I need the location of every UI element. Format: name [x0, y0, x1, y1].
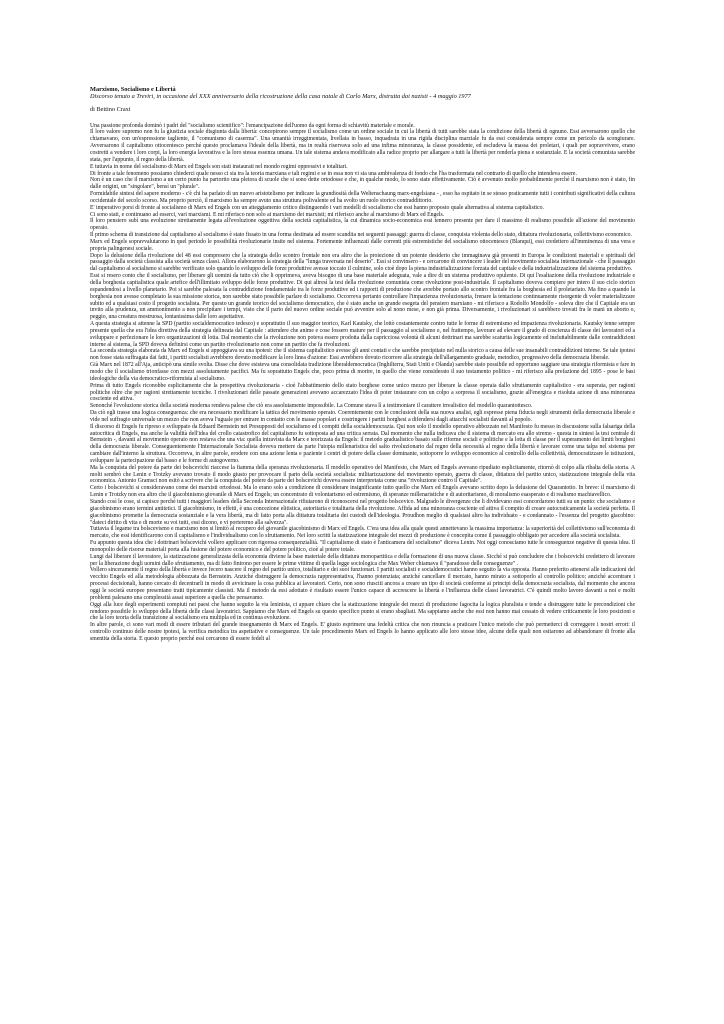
paragraph: Oggi alla luce degli esperimenti compiuti nei paesi che hanno seguito la via leninista, ci appare chiaro che la statizzazione integrale dei mezzi di produzione fagocita la logica pluralista e tende a distruggere tutte le precondizioni che rendono possibile lo sviluppo della libertà delle classi lavoratrici. Sappiamo che Marx ed Engels su questo specifico punto si erano sbagliati. Ma sappiamo anche che essi non hanno mai cessato di vedere criticamente le loro posizioni e che la loro teoria della transizione al socialismo era multipla ed in continua evoluzione.: [90, 601, 635, 622]
paragraph: Stando così le cose, si capisce perché tutti i maggiori leaders della Seconda Internazionale rifiutarono di riconoscersi nel progetto bolscevico. Malgrado le divergenze che li dividevano essi concordarono tutti su un punto: che socialismo e giacobinismo erano termini antitetici. Il giacobinismo, in effetti, è una concezione elitistica, autoritaria e totalitaria della rivoluzione. Affida ad una minoranza cosciente ed attiva il compito di creare autocraticamente la società perfetta. Il giacobinismo promette la democrazia sostanziale e la vera libertà, ma di fatto porta alla dittatura totalitaria dei custodi dell'ideologia. Proudhon meglio di qualsiasi altro ha individuato - e condannato - l'essenza del progetto giacobino: "dateci diritto di vita e di morte su voi tutti, essi dicono, e vi porteremo alla salvezza".: [90, 499, 635, 526]
paragraph: Ci sono stati, e continuano ad esserci, vari marxismi. E mi riferisco non solo ai marxismo dei marxisti; mi riferisco anche al marxismo di Marx ed Engels.: [90, 211, 445, 218]
paragraph: Già Marx nel 1872 all'Aja, anticipò una simile svolta. Disse che dove esisteva una consolidata tradizione liberaldemocratica (Inghilterra, Stati Uniti e Olanda) sarebbe stato possibile ed opportuno saggiare una strategia riformista e fare in modo che il socialismo trionfasse con mezzi assolutamente pacifici. Ma fu soprattutto Engels che, poco prima di morire, in quello che viene considerato il suo testamento politico - mi riferisco alla prefazione del 1895 - pose le basi ideologiche della via democratico-riformista al socialismo.: [90, 362, 635, 382]
paragraph: Fu appunto questa idea che i dottrinari bolscevichi vollero applicare con rigorosa consequenzialità. "Il capitalismo di stato è l'anticamera del socialismo" diceva Lenin. Noi oggi conosciamo tutte le conseguenze negative di questa idea. Il monopolio delle risorse materiali porta alla fusione del potere economico e del potere politico, cioè al potere totale.: [90, 540, 635, 553]
document-title: Marxismo, Socialismo e Libertà: [90, 86, 176, 93]
document-body: [90, 123, 635, 643]
paragraph: Prima di tutto Engels riconobbe esplicitamente che la prospettiva rivoluzionaria - cioè l'abbattimento dello stato borghese come unico mezzo per liberare la classe operaia dallo sfruttamento capitalistico - era superata, per ragioni politiche oltre che per ragioni strettamente tecniche. I rivoluzionari delle passate generazioni avevano accarezzato l'idea di poter instaurare con un colpo a sorpresa il socialismo, grazie all'energica e risoluta azione di una minoranza cosciente ed attiva.: [90, 382, 635, 403]
paragraph: Da ciò egli trasse una logica conseguenza: che era necessario modificare la tattica del movimento operaio. Coerentemente con le conclusioni della sua nuova analisi, egli espresse piena fiducia negli strumenti della democrazia liberale e vide nel suffragio universale un mezzo che non aveva l'uguale per entrare in contatto con le masse popolari e costringere i partiti borghesi a difendersi dagli attacchi socialisti davanti al popolo.: [90, 410, 635, 423]
paragraph: Il primo schema di transizione dal capitalismo al socialismo è stato fissato in una forma destinata ad essere scandita nei seguenti passaggi: guerra di classe, conquista violenta dello stato, dittatura rivoluzionaria, collettivismo economico.: [90, 232, 632, 239]
document-page: [90, 86, 635, 1018]
paragraph: Il discorso di Engels fu ripreso e sviluppato da Eduard Bernstein nei Presupposti del socialismo ed i compiti della socialdemocrazia. Qui non solo il modello operativo abbozzato nel Manifesto fu messo in discussione sulla falsariga della autocritica di Engels, ma anche la validità dell'idea del crollo catastrofico del capitalismo fu sottoposta ad una critica serrata. Dal momento che nulla indicava che il sistema di mercato era allo stremo - questa in sintesi la tesi centrale di Bernstein -, davanti al movimento operaio non restava che una via: quella intravista da Marx e teorizzata da Engels: il metodo gradualistico basato sulle riforme sociali e politiche e la lotta di classe per il superamento dei limiti borghesi della democrazia liberale. Conseguentemente l'Internazionale Socialista doveva mettere da parte l'utopia millenaristica del salto rivoluzionario dal regno della necessità al regno della libertà e lavorare come una talpa nel sistema per cambiare dall'interno la struttura. Occorreva, in altre parole, erodere con una azione lenta e paziente i centri di potere della classe dominante, sottoporre lo sviluppo economico al controllo della collettività, democratizzare le istituzioni, sviluppare la partecipazione dal basso e le forme di autogoverno.: [90, 423, 635, 464]
paragraph: Di fronte a tale fenomeno possiamo chiederci quale nesso ci sia tra la teoria marxiana e tali regimi e se in essa non vi sia una ambivalenza di fondo che l'ha trasformata nel contrario di quello che intendeva essere.: [90, 170, 577, 177]
paragraph: A questa strategia si attenne la SPD (partito socialdemocratico tedesco) e soprattutto il suo maggior teorico, Karl Kautsky, che lottò costantemente contro tutte le forme di estremismo ed impazienza rivoluzionaria. Kautsky tenne sempre presente quella che era l'idea direttiva della strategia delineata dal Capitale : attendere che anime e cose fossero mature per il passaggio al socialismo e, nel frattempo, lavorare ad elevare il grado di coscienza di classe dei lavoratori ed a sviluppare e perfezionare le loro organizzazioni di lotta. Dal momento che la rivoluzione non poteva essere prodotta dalla capricciosa volontà di alcuni dottrinari ma sarebbe scaturita logicamente ed ineluttabilmente dalle contraddizioni interne al sistema, la SPD doveva definirsi come un partito rivoluzionario non come un partito che fa rivoluzioni.: [90, 321, 635, 348]
paragraph: In altre parole, ci sono vari modi di essere tributari del grande insegnamento di Marx ed Engels. E' giusto esprimere una fedeltà critica che non rinuncia a praticare l'unico metodo che può permetterci di correggere i nostri errori: il controllo continuo delle nostre ipotesi, la verifica metodica tra aspettative e conseguenze. Un tale procedimento Marx ed Engels lo hanno applicato alle loro stesse idee, alcune delle quali non esitarono ad abbandonare di fronte alla smentita della storia. E questo proprio perché essi cercarono di essere fedeli al: [90, 622, 635, 642]
paragraph: Non è un caso che il marxismo a un certo punto ha partorito una pletora di scuole che si sono dette ortodosse e che, in qualche modo, lo sono state effettivamente. Ciò è avvenuto molto probabilmente perché il marxismo non è stato, fin dalle origini, un "singolare", bensì un "plurale".: [90, 177, 635, 191]
document-subtitle: Discorso tenuto a Treviri, in occasione del XXX anniversario della ricostruzione della casa natale di Carlo Marx, distrutta dai nazisti - 4 maggio 1977: [90, 93, 471, 101]
paragraph: Essi si resero conto che il socialismo, per liberare gli uomini da tutto ciò che li opprimeva, aveva bisogno di una base materiale adeguata, vale a dire di un sistema produttivo opulento. Di qui l'esaltazione della rivoluzione industriale e della borghesia capitalistica quale artefice dell'illimitato sviluppo delle forze produttive. Di qui altresì la tesi della rivoluzione comunista come rivoluzione post-industriale. Il capitalismo doveva compiere per intero il suo ciclo storico espandendosi a livello planetario. Poi si sarebbe palesata la contraddizione fondamentale tra le forze produttive ed i rapporti di produzione che avrebbe portato allo scontro frontale fra la borghesia ed il proletariato. Ma fino a quando la borghesia non avesse completato la sua missione storica, non sarebbe stato possibile parlare di socialismo. Occorreva pertanto controllare l'impazienza rivoluzionaria, frenare la tentazione continuamente risorgente di voler materializzare subito ed a qualsiasi costo il progetto socialista. Per questo un grande teorico del socialismo democratico, che è stato anche un grande esegeta del pensiero marxiano - mi riferisco a Rodolfo Mondolfo - soleva dire che il Capitale era un invito alla prudenza, un ammonimento a non precipitare i tempi, visto che il parto del nuovo ordine sociale può avvenire solo al nono mese, e non già prima. Diversamente, i rivoluzionari si sarebbero trovati fra le mani un aborto o, peggio, una creatura mostruosa, lontanissima dalle loro aspettative.: [90, 273, 635, 321]
paragraph: Vollero sinceramente il regno della libertà e invece fecero nascere il regno del partito unico, totalitario e dei suoi funzionari. I partiti socialisti e socialdemocratici hanno seguito la via opposta. Hanno preferito attenersi alle indicazioni del vecchio Engels ed alla metodologia abbozzata da Bernstein. Anziché distruggere la democrazia rappresentativa, l'hanno potenziata; anziché cancellare il mercato, hanno mirato a sottoporlo al controllo politico; anziché accentrare i processi decisionali, hanno cercato di decentrarli in modo di avvicinare la cosa pubblica ai lavoratori. Certo, non sono riusciti ancora a creare un tipo di società conforme ai principi della democrazia socialista, dal momento che ancora oggi le società europee presentano tratti tipicamente classisti. Ma il metodo da essi adottato è risultato essere l'unico capace di accrescere la libertà e l'influenza delle classi lavoratrici. C'è quindi molto lavoro davanti a noi e molti problemi palesano una complessità assai superiore a quella che pensavamo.: [90, 567, 635, 601]
paragraph: La seconda strategia elaborata da Marx ed Engels si appoggiava su una ipotesi: che il sistema capitalistico avesse gli anni contati e che sarebbe precipitato nel nulla storico a causa delle sue insanabili contraddizioni interne. Se tale ipotesi non fosse stata suffragata dai fatti, i partiti socialisti avrebbero dovuto modificare la loro linea d'azione: Essi avrebbero dovuto ricorrere alla strategia dell'allargamento graduale, metodico, progressivo della democrazia liberale.: [90, 348, 635, 362]
paragraph: Ma la conquista del potere da parte dei bolscevichi riaccese la fiamma della speranza rivoluzionaria. Il modello operativo del Manifesto, che Marx ed Engels avevano ripudiato esplicitamente, ritornò di colpo alla ribalta della storia. A molti sembrò che Lenin e Trotzky avevano trovato il modo giusto per provocare il parto della società socialista: militarizzazione del movimento operaio, guerra di classe, dittatura del partito unico, statizzazione integrale della vita economica. Antonio Gramsci non esitò a scrivere che la conquista del potere da parte dei bolscevichi doveva essere interpretata come una "rivoluzione contro il Capitale".: [90, 464, 635, 485]
paragraph: Formidabile sintesi del sapere moderno - c'è chi ha parlato di un nuovo aristotelismo per indicare la grandiosità della Weltenschaung marx-engelsiana - , esso ha ospitato in se stesso praticamente tutti i contributi significativi della cultura occidentale del secolo scorso. Ma proprio perciò, il marxismo ha sempre avuto una struttura polivalente ed ha svolto un ruolo storico contraddittorio.: [90, 191, 635, 204]
document-author: di Bettino Craxi: [90, 106, 131, 114]
paragraph: Il loro valore supremo non fu la giustizia sociale disgiunta dalla libertà: concepirono sempre il socialismo come un ordine sociale in cui la libertà di tutti sarebbe stata la condizione della libertà di ognuno. Essi avversarono quello che chiamavano, con un'espressione tagliente, il "comunismo di caserma". Una umanità irreggimentata, livellata in basso, inquadrata in una rigida disciplina marziale fu da essi considerata sempre come un pericolo da scongiurare. Avversarono il capitalismo ottocentesco perché questo proclamava l'ideale della libertà, ma in realtà riservava solo ad una infima minoranza, la classe possidente, ed escludeva la massa dei proletari, i quali per sopravvivere, erano costretti a vendere i loro corpi, la loro energia lavorativa e la loro stessa essenza umana. Un tale sistema andava modificato alla radice proprio per allargare a tutti la libertà per renderla piena e sostanziale. E la società comunista sarebbe stata, per l'appunto, il regno della libertà.: [90, 129, 635, 163]
paragraph: Dopo la delusione della rivoluzione del 48 essi compresero che la strategia dello scontro frontale non era altro che la proiezione di un potente desiderio che immaginava già presenti in Europa le condizioni materiali e spirituali del passaggio dalla società classista alla società senza classi. Allora elaborarono la strategia della "lunga traversata nel deserto". Essi si convinsero - e cercarono di convincere i leader del movimento socialista internazionale - che il passaggio dal capitalismo al socialismo si sarebbe verificato solo quando lo sviluppo delle forze produttive avesse toccato il culmine, solo cioè dopo la piena industrializzazione forzata del capitale e della industrializzazione del sistema produttivo.: [90, 252, 635, 273]
paragraph: Marx ed Engels sopravvalutarono in quel periodo le possibilità rivoluzionarie insite nel sistema. Fortemente influenzati dalle correnti più estremistiche del socialismo ottocentesco (Blanqui), essi credettero all'imminenza di una vera e propria palingenesi sociale.: [90, 238, 635, 252]
paragraph: Tuttavia il legame tra bolscevismo e marxismo non si limitò al recupero del giovanile giacobinismo di Marx ed Engels. C'era una idea alla quale questi annettevano la massima importanza: la superiorità del collettivismo sull'economia di mercato, che essi identificarono con il capitalismo e l'individualismo con lo sfruttamento. Nei loro scritti la statizzazione integrale dei mezzi di produzione è concepita come il passaggio obbligato per accedere alla società socialista.: [90, 526, 635, 540]
paragraph: Certo i bolscevichi si consideravano come dei marxisti ortodossi. Ma lo erano solo a condizione di considerare insignificante tutto quello che Marx ed Engels avevano scritto dopo la delusione del Quarantotto. In breve: il marxismo di Lenin e Trotzky non era altro che il giacobinismo giovanile di Marx ed Engels; un concentrato di volontarismo ed estremismo, di speranze millenaristiche e di autoritarismo, di moralismo esasperato e di realismo machiavellico.: [90, 485, 635, 499]
paragraph: Lungi dal liberare il lavoratore, la statizzazione generalizzata della economia diviene la base materiale della dittatura monopartitica e della formazione di una nuova classe. Sicché si può concludere che i bolscevichi credettero di lavorare per la liberazione degli uomini dallo sfruttamento, ma di fatto finirono per essere le prime vittime di quella legge sociologica che Max Weber chiamava il "paradosso delle conseguenze" .: [90, 553, 635, 567]
paragraph: E' imperativo porsi di fronte al socialismo di Marx ed Engels con un atteggiamento critico distinguendo i vari modelli di socialismo che essi hanno proposto quale alternativa al sistema capitalistico.: [90, 204, 544, 211]
paragraph: Senonché l'evoluzione storica della società moderna rendeva palese che ciò era assolutamente impossibile. La Comune stava lì a testimoniare il carattere irrealistico del modello quarantottesco.: [90, 403, 533, 410]
paragraph: Una passione profonda dominò i padri del "socialismo scientifico": l'emancipazione dell'uomo da ogni forma di schiavitù materiale e morale.: [90, 122, 415, 129]
paragraph: Il loro pensiero subì una evoluzione strettamente legata all'evoluzione oggettiva della società capitalistica, la cui dinamica socio-economica essi tennero presente per dare il massimo di realismo possibile all'azione del movimento operaio.: [90, 218, 635, 232]
paragraph: E tuttavia in nome del socialismo di Marx ed Engels son stati instaurati nel mondo regimi oppressivi e totalitari.: [90, 163, 348, 170]
